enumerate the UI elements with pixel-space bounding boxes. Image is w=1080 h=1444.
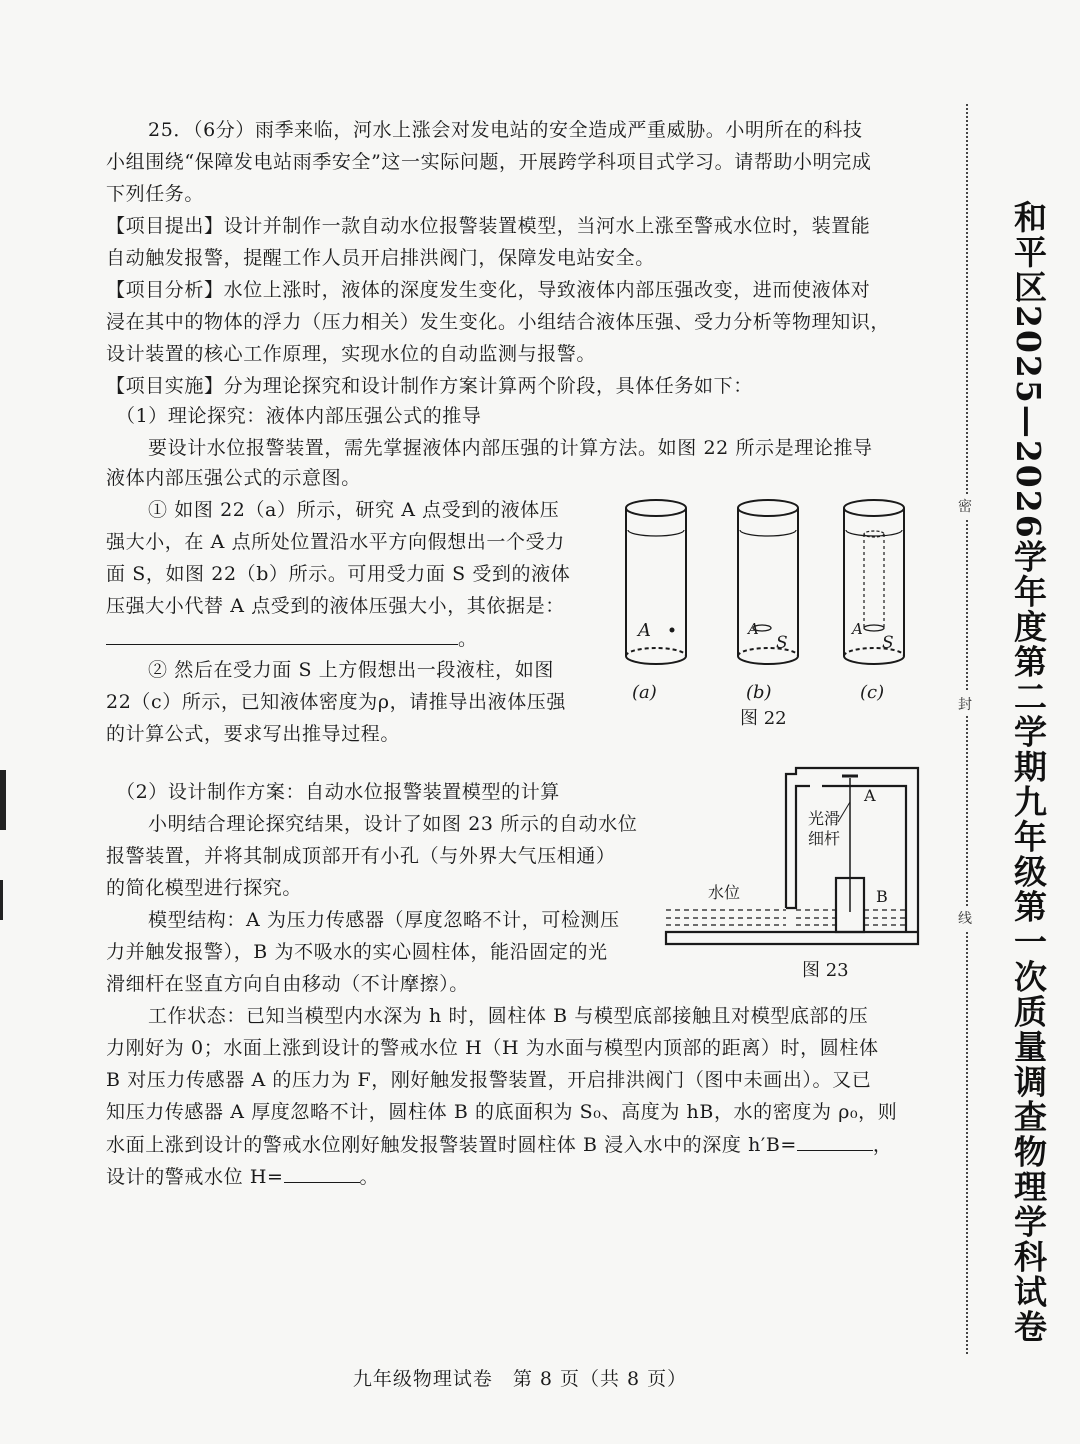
question-line: 液体内部压强公式的示意图。	[106, 467, 361, 489]
fig22-label-b: (b)	[746, 682, 772, 703]
fig22-point-a: A	[638, 620, 651, 641]
question-text: 设计的警戒水位 H=	[106, 1166, 284, 1188]
question-line: 浸在其中的物体的浮力（压力相关）发生变化。小组结合液体压强、受力分析等物理知识，	[106, 311, 891, 333]
question-line: （2）设计制作方案：自动水位报警装置模型的计算	[116, 781, 560, 803]
left-edge-mark	[0, 770, 6, 830]
left-edge-mark	[0, 880, 3, 920]
fig23-caption: 图 23	[802, 960, 849, 981]
question-line: 压强大小代替 A 点受到的液体压强大小，其依据是：	[106, 595, 565, 617]
point-a-dot	[670, 628, 675, 633]
question-line: 22（c）所示，已知液体密度为ρ，请推导出液体压强	[106, 691, 566, 713]
binding-line	[966, 104, 968, 1354]
figure-23	[662, 762, 926, 954]
period: 。	[359, 1166, 380, 1188]
fig23-label-a: A	[864, 786, 876, 805]
fig22-label-a: (a)	[632, 682, 657, 703]
question-line: 的计算公式，要求写出推导过程。	[106, 723, 401, 745]
page-footer: 九年级物理试卷 第 8 页（共 8 页）	[352, 1368, 688, 1390]
period: 。	[458, 628, 478, 650]
fig23-label-b: B	[876, 887, 888, 906]
question-line: 面 S，如图 22（b）所示。可用受力面 S 受到的液体	[106, 563, 571, 585]
question-line: 力并触发报警），B 为不吸水的实心圆柱体，能沿固定的光	[106, 941, 608, 963]
answer-blank[interactable]	[797, 1132, 873, 1151]
answer-line	[106, 626, 478, 651]
binding-mark: 密	[958, 494, 972, 518]
question-line: 下列任务。	[106, 183, 205, 205]
fig22-surface-s-b: S	[776, 633, 788, 653]
fig23-rod-label: 细杆	[808, 829, 841, 848]
question-line: 力刚好为 0；水面上涨到设计的警戒水位 H（H 为水面与模型内顶部的距离）时，圆柱体	[106, 1037, 879, 1059]
question-line: 设计装置的核心工作原理，实现水位的自动监测与报警。	[106, 343, 597, 365]
question-line: 模型结构：A 为压力传感器（厚度忽略不计，可检测压	[148, 909, 620, 931]
binding-mark: 线	[958, 906, 972, 930]
answer-blank[interactable]	[106, 626, 458, 645]
question-line: ① 如图 22（a）所示，研究 A 点受到的液体压	[148, 499, 560, 521]
comma: ，	[872, 1134, 893, 1156]
fig22-caption: 图 22	[740, 708, 787, 729]
side-title: 和平区2025—2026学年度第二学期九年级第一次质量调查物理学科试卷	[1009, 200, 1048, 1345]
question-line: 【项目提出】设计并制作一款自动水位报警装置模型，当河水上涨至警戒水位时，装置能	[106, 215, 871, 237]
fig22-surface-s-c: S	[882, 633, 894, 653]
fig22-label-c: (c)	[860, 682, 885, 703]
question-line: 【项目分析】水位上涨时，液体的深度发生变化，导致液体内部压强改变，进而使液体对	[106, 279, 871, 301]
question-line: 【项目实施】分为理论探究和设计制作方案计算两个阶段，具体任务如下：	[106, 375, 753, 397]
question-line: 要设计水位报警装置，需先掌握液体内部压强的计算方法。如图 22 所示是理论推导	[148, 437, 873, 459]
answer-line	[106, 1164, 379, 1189]
question-text: 水面上涨到设计的警戒水位刚好触发报警装置时圆柱体 B 浸入水中的深度 h′B=	[106, 1134, 797, 1156]
fig22-point-a-c: A	[852, 620, 863, 638]
fig23-water-level: 水位	[708, 883, 741, 902]
question-line: 滑细杆在竖直方向自由移动（不计摩擦）。	[106, 973, 469, 995]
question-line: 的简化模型进行探究。	[106, 877, 303, 899]
question-line: 小组围绕“保障发电站雨季安全”这一实际问题，开展跨学科项目式学习。请帮助小明完成	[106, 151, 872, 173]
question-line: B 对压力传感器 A 的压力为 F，刚好触发报警装置，开启排洪阀门（图中未画出）。又已	[106, 1069, 872, 1091]
fig22-point-a-b: A	[748, 620, 759, 638]
answer-blank[interactable]	[284, 1164, 360, 1183]
question-line: 小明结合理论探究结果，设计了如图 23 所示的自动水位	[148, 813, 638, 835]
question-line: 自动触发报警，提醒工作人员开启排洪阀门，保障发电站安全。	[106, 247, 655, 269]
answer-line	[106, 1132, 893, 1157]
binding-mark: 封	[958, 692, 972, 716]
question-line: 25．（6分）雨季来临，河水上涨会对发电站的安全造成严重威胁。小明所在的科技	[148, 119, 863, 141]
question-line: 报警装置，并将其制成顶部开有小孔（与外界大气压相通）	[106, 845, 616, 867]
fig23-rod-label: 光滑	[808, 809, 841, 828]
question-line: （1）理论探究：液体内部压强公式的推导	[116, 405, 482, 427]
question-line: 知压力传感器 A 厚度忽略不计，圆柱体 B 的底面积为 S₀、高度为 hB，水的密度为 ρ₀，则	[106, 1101, 898, 1123]
figure-22	[616, 492, 916, 692]
question-line: 强大小，在 A 点所处位置沿水平方向假想出一个受力	[106, 531, 565, 553]
question-line: ② 然后在受力面 S 上方假想出一段液柱，如图	[148, 659, 554, 681]
question-line: 工作状态：已知当模型内水深为 h 时，圆柱体 B 与模型底部接触且对模型底部的压	[148, 1005, 869, 1027]
